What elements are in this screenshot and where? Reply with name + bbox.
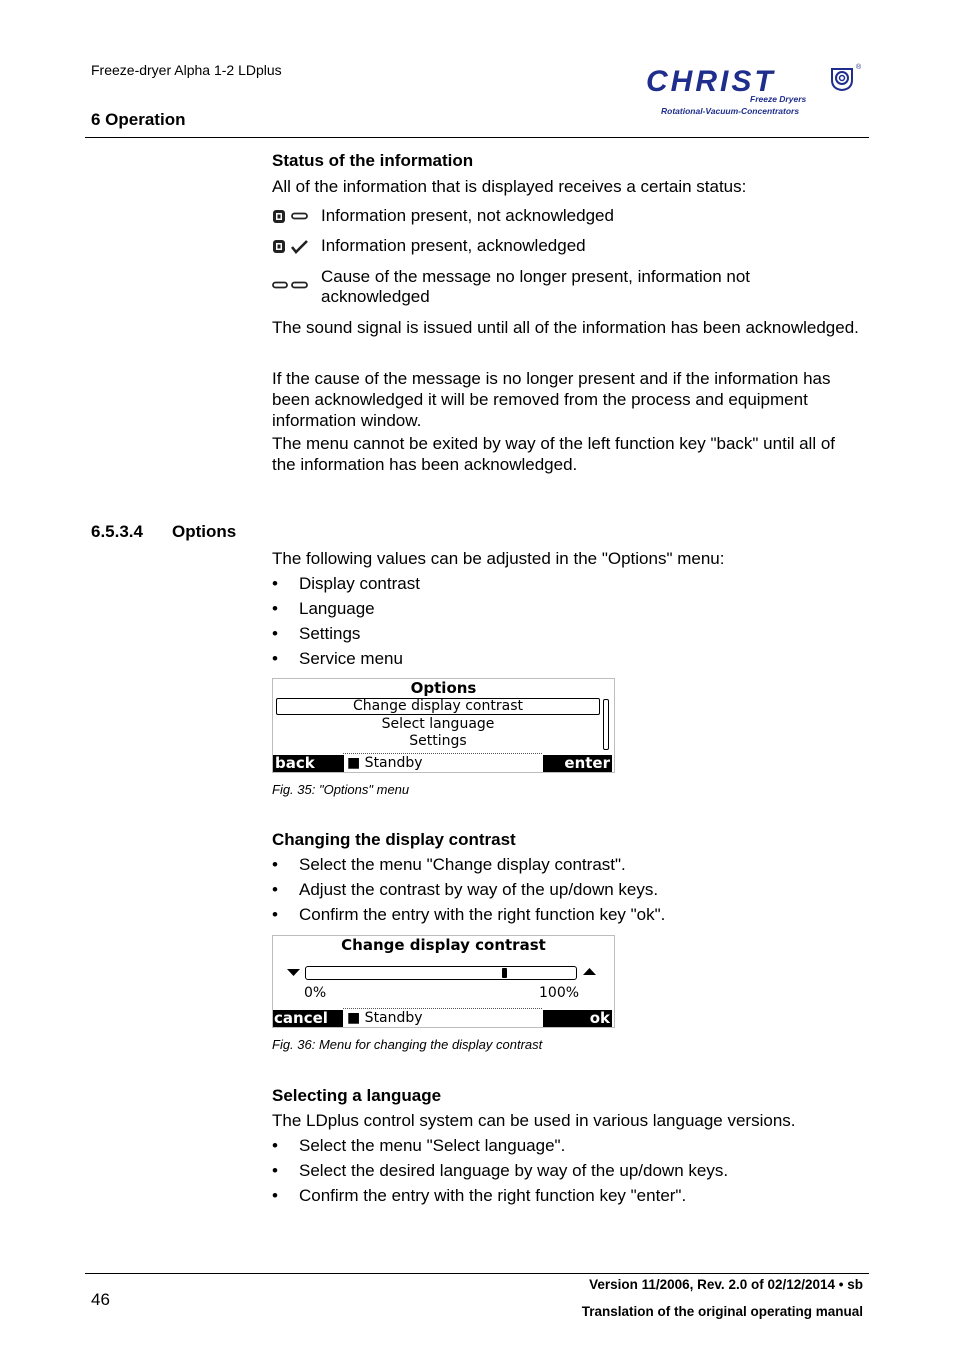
logo-wordmark: CHRIST [646,65,776,98]
ok-key: ok [543,1010,612,1027]
bullet: • [272,880,278,899]
scrollbar [603,699,609,750]
section-title: Options [172,522,237,541]
bullet: • [272,1136,278,1155]
page-number: 46 [91,1290,110,1309]
list-item-text: Select the menu "Change display contrast". [299,855,626,874]
down-arrow-icon [287,967,301,977]
status-row [272,267,832,309]
figure-caption: Fig. 35: "Options" menu [272,782,410,797]
menu-item-change-contrast: Change display contrast [353,698,523,714]
status-present-ack-icon [272,238,310,254]
footer-divider [343,753,542,754]
menu-item-settings: Settings [409,733,467,749]
standby-status: ■ Standby [347,755,423,771]
header-divider [85,137,869,138]
section-number: 6.5.3.4 [91,522,143,541]
status-absent-unack-icon [272,277,310,293]
list-item-text: Settings [299,624,361,643]
version-info: Version 11/2006, Rev. 2.0 of 02/12/2014 • sb [589,1277,863,1292]
christ-spiral-icon [830,67,854,91]
up-arrow-icon [583,967,597,977]
bullet: • [272,574,278,593]
footer-divider [343,1008,542,1009]
bullet: • [272,624,278,643]
removal-paragraph: If the cause of the message is no longer present and if the information has been acknowledged it will be removed from the process and equipment information window. [272,369,831,430]
chapter-title: 6 Operation [91,110,186,129]
status-text: Information present, not acknowledged [321,206,614,225]
contrast-slider [305,966,577,980]
contrast-heading: Changing the display contrast [272,830,516,849]
list-item-text: Confirm the entry with the right function key "ok". [299,905,666,924]
bullet: • [272,1186,278,1205]
list-item-text: Select the desired language by way of the up/down keys. [299,1161,729,1180]
enter-key: enter [543,755,612,772]
exit-paragraph: The menu cannot be exited by way of the left function key "back" until all of the information has been acknowledged. [272,434,836,474]
cancel-key: cancel [273,1010,343,1027]
status-row [272,236,832,258]
logo-tagline-2: Rotational-Vacuum-Concentrators [661,106,800,116]
list-item-text: Adjust the contrast by way of the up/down keys. [299,880,659,899]
status-heading: Status of the information [272,151,474,170]
status-intro: All of the information that is displayed receives a certain status: [272,177,747,196]
bullet: • [272,905,278,924]
bullet: • [272,855,278,874]
status-present-unack-icon [272,208,310,224]
list-item-text: Language [299,599,375,618]
list-item-text: Display contrast [299,574,420,593]
christ-logo [644,63,864,119]
figure-caption: Fig. 36: Menu for changing the display contrast [272,1037,543,1052]
list-item-text: Confirm the entry with the right function key "enter". [299,1186,687,1205]
lcd-title: Options [410,679,477,697]
status-row [272,206,832,228]
contrast-slider-thumb [502,968,507,978]
menu-item-select-language: Select language [381,716,495,732]
language-heading: Selecting a language [272,1086,442,1105]
max-label: 100% [539,985,580,1001]
status-text: Information present, acknowledged [321,236,586,255]
options-intro: The following values can be adjusted in the "Options" menu: [272,549,725,568]
options-menu-screen [272,678,615,773]
logo-tagline-1: Freeze Dryers [750,94,807,104]
contrast-menu-screen [272,935,615,1028]
back-key: back [273,755,344,772]
status-text: Cause of the message no longer present, information not acknowledged [321,267,751,306]
list-item-text: Service menu [299,649,403,668]
footer-divider-line [85,1273,869,1274]
translation-note: Translation of the original operating manual [581,1304,863,1319]
bullet: • [272,599,278,618]
standby-status: ■ Standby [347,1010,423,1026]
registered-mark: ® [856,64,862,71]
sound-signal-paragraph: The sound signal is issued until all of the information has been acknowledged. [272,318,859,337]
language-intro: The LDplus control system can be used in various language versions. [272,1111,796,1130]
bullet: • [272,649,278,668]
document-model-title: Freeze-dryer Alpha 1-2 LDplus [91,62,282,78]
min-label: 0% [304,985,327,1001]
bullet: • [272,1161,278,1180]
list-item-text: Select the menu "Select language". [299,1136,566,1155]
lcd-title: Change display contrast [341,936,546,954]
